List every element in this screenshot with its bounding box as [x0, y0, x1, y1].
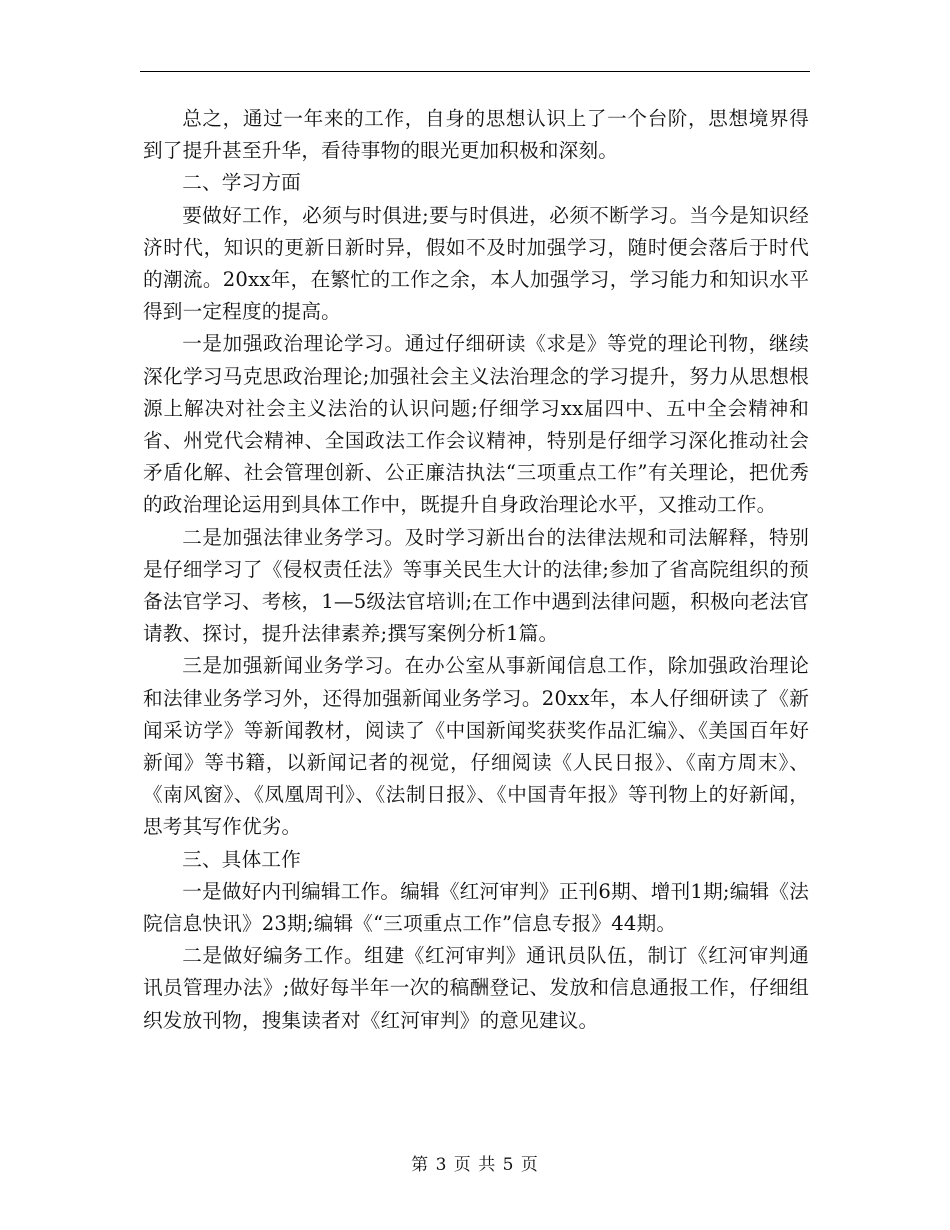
paragraph-journal-editing: 一是做好内刊编辑工作。编辑《红河审判》正刊6期、增刊1期;编辑《法院信息快讯》23期;编辑《“三项重点工作”信息专报》44期。 — [143, 879, 809, 936]
paragraph-summary: 总之，通过一年来的工作，自身的思想认识上了一个台阶，思想境界得到了提升甚至升华，看待事物的眼光更加积极和深刻。 — [143, 107, 809, 163]
paragraph-study-intro: 要做好工作，必须与时俱进;要与时俱进，必须不断学习。当今是知识经济时代，知识的更新日新时异，假如不及时加强学习，随时便会落后于时代的潮流。20xx年，在繁忙的工作之余，本人加强学习，学习能力和知识水平得到一定程度的提高。 — [143, 203, 809, 324]
paragraph-editorial-affairs: 二是做好编务工作。组建《红河审判》通讯员队伍，制订《红河审判通讯员管理办法》;做好每半年一次的稿酬登记、发放和信息通报工作，仔细组织发放刊物，搜集读者对《红河审判》的意见建议。 — [143, 944, 809, 1032]
header-rule — [140, 71, 810, 72]
section-heading-specific-work: 三、具体工作 — [182, 847, 301, 871]
paragraph-news-study: 三是加强新闻业务学习。在办公室从事新闻信息工作，除加强政治理论和法律业务学习外，还得加强新闻业务学习。20xx年，本人仔细研读了《新闻采访学》等新闻教材，阅读了《中国新闻奖获奖作品汇编》、《美国百年好新闻》等书籍，以新闻记者的视觉，仔细阅读《人民日报》、《南方周末》、《南风窗》、《凤凰周刊》、《法制日报》、《中国青年报》等刊物上的好新闻，思考其写作优劣。 — [143, 654, 809, 839]
paragraph-political-theory: 一是加强政治理论学习。通过仔细研读《求是》等党的理论刊物，继续深化学习马克思政治理论;加强社会主义法治理念的学习提升，努力从思想根源上解决对社会主义法治的认识问题;仔细学习xx届四中、五中全会精神和省、州党代会精神、全国政法工作会议精神，特别是仔细学习深化推动社会矛盾化解、社会管理创新、公正廉洁执法“三项重点工作”有关理论，把优秀的政治理论运用到具体工作中，既提升自身政治理论水平，又推动工作。 — [143, 332, 809, 517]
paragraph-legal-study: 二是加强法律业务学习。及时学习新出台的法律法规和司法解释，特别是仔细学习了《侵权责任法》等事关民生大计的法律;参加了省高院组织的预备法官学习、考核，1—5级法官培训;在工作中遇到法律问题，积极向老法官请教、探讨，提升法律素养;撰写案例分析1篇。 — [143, 525, 809, 646]
page-number: 第 3 页 共 5 页 — [411, 1155, 539, 1175]
page-footer — [0, 1150, 950, 1175]
section-heading-study: 二、学习方面 — [182, 171, 301, 195]
document-body — [143, 103, 809, 1037]
